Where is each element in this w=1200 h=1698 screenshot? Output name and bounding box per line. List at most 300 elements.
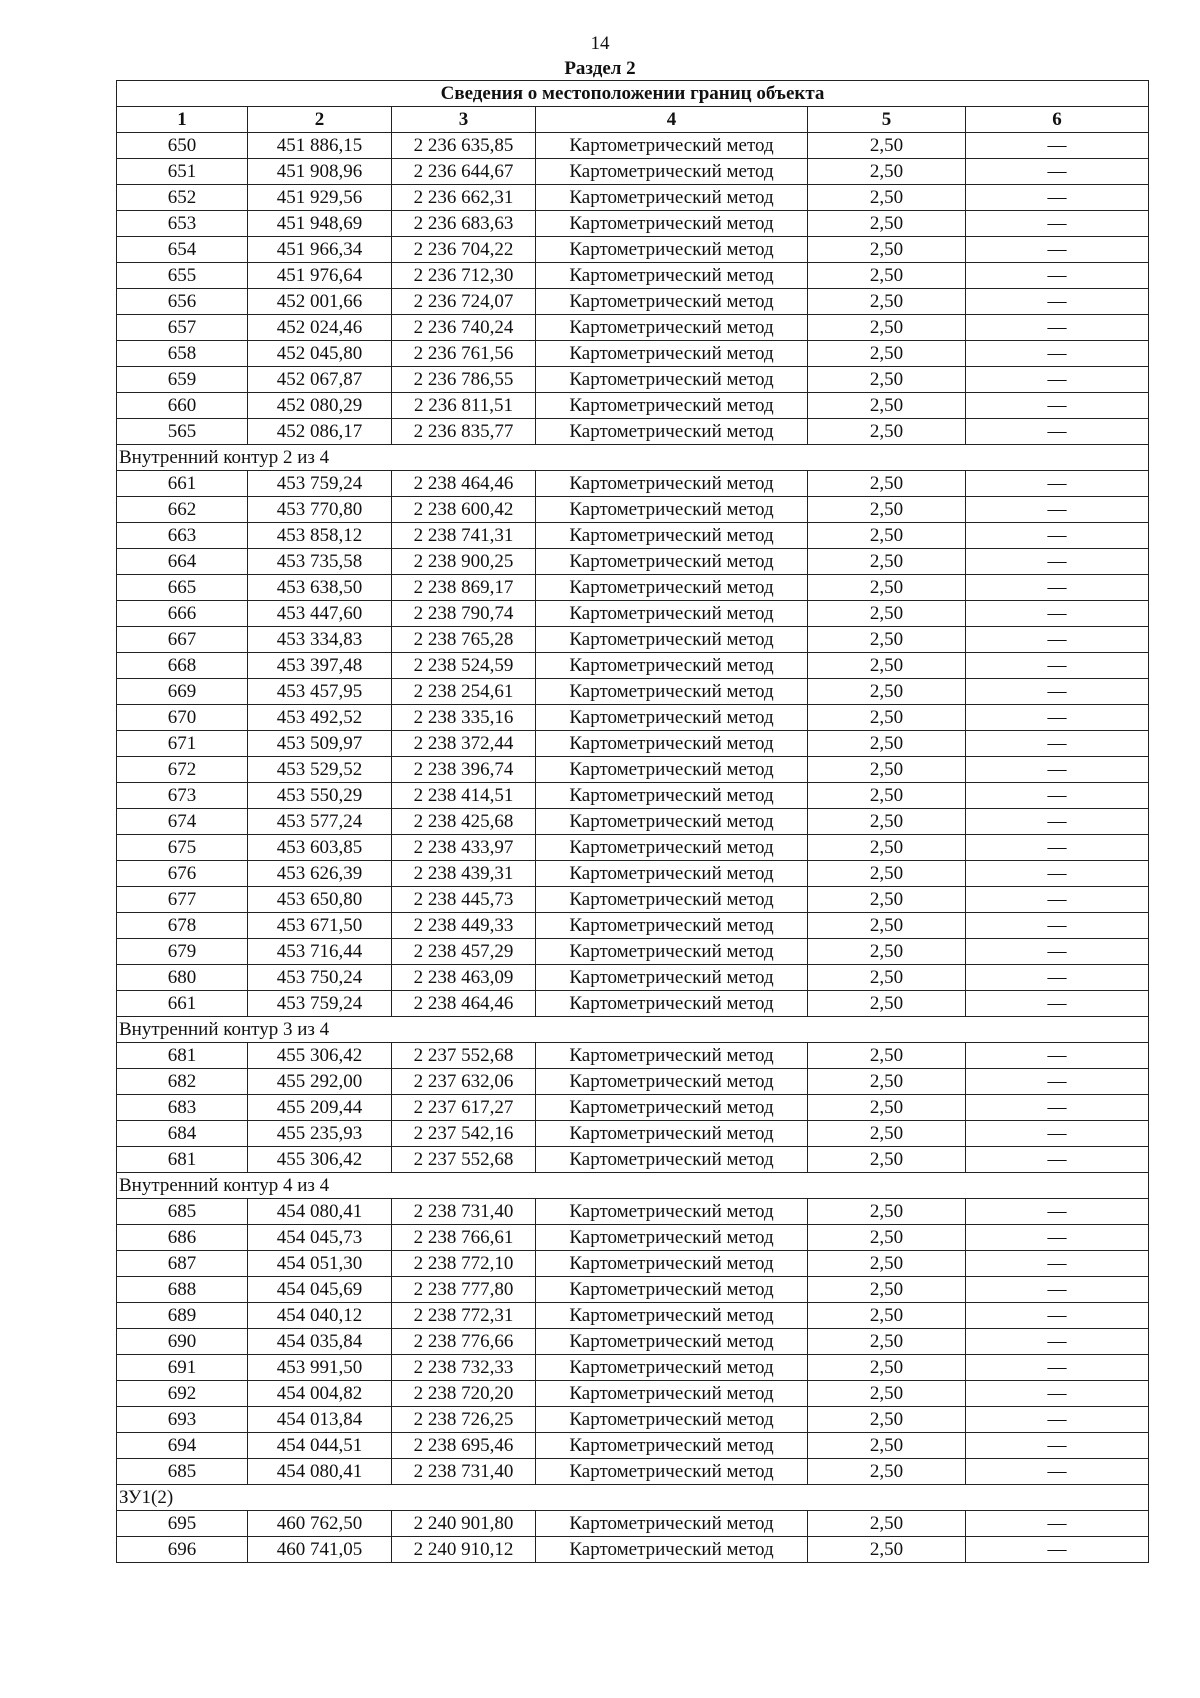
table-row [117, 1407, 1149, 1433]
accuracy-cell: 2,50 [808, 887, 966, 913]
point-number-cell: 669 [117, 679, 248, 705]
point-number-cell: 681 [117, 1147, 248, 1173]
x-coordinate-cell: 455 306,42 [248, 1147, 392, 1173]
description-cell: — [966, 1199, 1149, 1225]
description-cell: — [966, 783, 1149, 809]
y-coordinate-cell: 2 236 811,51 [392, 393, 536, 419]
description-cell: — [966, 1069, 1149, 1095]
x-coordinate-cell: 453 759,24 [248, 991, 392, 1017]
method-cell: Картометрический метод [536, 263, 808, 289]
column-header: 2 [248, 107, 392, 133]
method-cell: Картометрический метод [536, 1225, 808, 1251]
x-coordinate-cell: 453 716,44 [248, 939, 392, 965]
accuracy-cell: 2,50 [808, 133, 966, 159]
point-number-cell: 681 [117, 1043, 248, 1069]
x-coordinate-cell: 451 886,15 [248, 133, 392, 159]
point-number-cell: 565 [117, 419, 248, 445]
accuracy-cell: 2,50 [808, 1069, 966, 1095]
accuracy-cell: 2,50 [808, 705, 966, 731]
x-coordinate-cell: 455 292,00 [248, 1069, 392, 1095]
accuracy-cell: 2,50 [808, 1537, 966, 1563]
method-cell: Картометрический метод [536, 1251, 808, 1277]
y-coordinate-cell: 2 238 433,97 [392, 835, 536, 861]
method-cell: Картометрический метод [536, 367, 808, 393]
x-coordinate-cell: 453 735,58 [248, 549, 392, 575]
description-cell: — [966, 497, 1149, 523]
y-coordinate-cell: 2 238 439,31 [392, 861, 536, 887]
table-row [117, 133, 1149, 159]
x-coordinate-cell: 451 976,64 [248, 263, 392, 289]
column-header: 6 [966, 107, 1149, 133]
description-cell: — [966, 1329, 1149, 1355]
x-coordinate-cell: 453 858,12 [248, 523, 392, 549]
accuracy-cell: 2,50 [808, 341, 966, 367]
table-row [117, 861, 1149, 887]
x-coordinate-cell: 454 080,41 [248, 1199, 392, 1225]
table-row [117, 1537, 1149, 1563]
description-cell: — [966, 471, 1149, 497]
method-cell: Картометрический метод [536, 315, 808, 341]
y-coordinate-cell: 2 236 704,22 [392, 237, 536, 263]
table-row [117, 1121, 1149, 1147]
accuracy-cell: 2,50 [808, 1355, 966, 1381]
accuracy-cell: 2,50 [808, 1433, 966, 1459]
point-number-cell: 691 [117, 1355, 248, 1381]
point-number-cell: 683 [117, 1095, 248, 1121]
point-number-cell: 682 [117, 1069, 248, 1095]
method-cell: Картометрический метод [536, 1303, 808, 1329]
x-coordinate-cell: 453 603,85 [248, 835, 392, 861]
table-row [117, 1433, 1149, 1459]
x-coordinate-cell: 453 334,83 [248, 627, 392, 653]
y-coordinate-cell: 2 238 900,25 [392, 549, 536, 575]
point-number-cell: 654 [117, 237, 248, 263]
description-cell: — [966, 835, 1149, 861]
x-coordinate-cell: 452 086,17 [248, 419, 392, 445]
x-coordinate-cell: 451 948,69 [248, 211, 392, 237]
description-cell: — [966, 1459, 1149, 1485]
boundary-table [116, 80, 1149, 1563]
point-number-cell: 693 [117, 1407, 248, 1433]
accuracy-cell: 2,50 [808, 1043, 966, 1069]
y-coordinate-cell: 2 236 635,85 [392, 133, 536, 159]
table-row [117, 419, 1149, 445]
y-coordinate-cell: 2 238 372,44 [392, 731, 536, 757]
table-row [117, 237, 1149, 263]
accuracy-cell: 2,50 [808, 1121, 966, 1147]
x-coordinate-cell: 453 577,24 [248, 809, 392, 835]
accuracy-cell: 2,50 [808, 211, 966, 237]
x-coordinate-cell: 454 080,41 [248, 1459, 392, 1485]
x-coordinate-cell: 453 638,50 [248, 575, 392, 601]
description-cell: — [966, 185, 1149, 211]
accuracy-cell: 2,50 [808, 991, 966, 1017]
method-cell: Картометрический метод [536, 887, 808, 913]
description-cell: — [966, 393, 1149, 419]
x-coordinate-cell: 453 492,52 [248, 705, 392, 731]
point-number-cell: 678 [117, 913, 248, 939]
y-coordinate-cell: 2 238 732,33 [392, 1355, 536, 1381]
point-number-cell: 661 [117, 471, 248, 497]
accuracy-cell: 2,50 [808, 1277, 966, 1303]
accuracy-cell: 2,50 [808, 809, 966, 835]
point-number-cell: 676 [117, 861, 248, 887]
column-header: 5 [808, 107, 966, 133]
x-coordinate-cell: 451 966,34 [248, 237, 392, 263]
point-number-cell: 672 [117, 757, 248, 783]
table-row [117, 341, 1149, 367]
table-row [117, 1199, 1149, 1225]
point-number-cell: 685 [117, 1459, 248, 1485]
description-cell: — [966, 575, 1149, 601]
y-coordinate-cell: 2 238 254,61 [392, 679, 536, 705]
method-cell: Картометрический метод [536, 965, 808, 991]
description-cell: — [966, 861, 1149, 887]
point-number-cell: 666 [117, 601, 248, 627]
description-cell: — [966, 913, 1149, 939]
accuracy-cell: 2,50 [808, 783, 966, 809]
y-coordinate-cell: 2 237 542,16 [392, 1121, 536, 1147]
description-cell: — [966, 1537, 1149, 1563]
x-coordinate-cell: 455 209,44 [248, 1095, 392, 1121]
x-coordinate-cell: 454 040,12 [248, 1303, 392, 1329]
accuracy-cell: 2,50 [808, 497, 966, 523]
y-coordinate-cell: 2 238 731,40 [392, 1199, 536, 1225]
point-number-cell: 652 [117, 185, 248, 211]
description-cell: — [966, 1225, 1149, 1251]
x-coordinate-cell: 454 045,69 [248, 1277, 392, 1303]
y-coordinate-cell: 2 238 695,46 [392, 1433, 536, 1459]
description-cell: — [966, 731, 1149, 757]
contour-group-label: Внутренний контур 2 из 4 [117, 445, 1149, 471]
contour-group-label: ЗУ1(2) [117, 1485, 1149, 1511]
accuracy-cell: 2,50 [808, 315, 966, 341]
method-cell: Картометрический метод [536, 211, 808, 237]
table-row [117, 731, 1149, 757]
method-cell: Картометрический метод [536, 237, 808, 263]
table-row [117, 393, 1149, 419]
table-row [117, 575, 1149, 601]
point-number-cell: 656 [117, 289, 248, 315]
accuracy-cell: 2,50 [808, 1199, 966, 1225]
table-row [117, 159, 1149, 185]
table-row [117, 1303, 1149, 1329]
x-coordinate-cell: 451 908,96 [248, 159, 392, 185]
y-coordinate-cell: 2 237 552,68 [392, 1043, 536, 1069]
method-cell: Картометрический метод [536, 289, 808, 315]
method-cell: Картометрический метод [536, 627, 808, 653]
accuracy-cell: 2,50 [808, 393, 966, 419]
description-cell: — [966, 1303, 1149, 1329]
column-header-row [117, 107, 1149, 133]
accuracy-cell: 2,50 [808, 185, 966, 211]
method-cell: Картометрический метод [536, 159, 808, 185]
y-coordinate-cell: 2 238 766,61 [392, 1225, 536, 1251]
table-row [117, 523, 1149, 549]
table-row [117, 263, 1149, 289]
y-coordinate-cell: 2 236 644,67 [392, 159, 536, 185]
x-coordinate-cell: 453 509,97 [248, 731, 392, 757]
y-coordinate-cell: 2 236 835,77 [392, 419, 536, 445]
table-row [117, 1043, 1149, 1069]
description-cell: — [966, 601, 1149, 627]
table-row [117, 705, 1149, 731]
description-cell: — [966, 653, 1149, 679]
y-coordinate-cell: 2 238 720,20 [392, 1381, 536, 1407]
table-row [117, 835, 1149, 861]
description-cell: — [966, 939, 1149, 965]
table-row [117, 497, 1149, 523]
table-row [117, 1095, 1149, 1121]
accuracy-cell: 2,50 [808, 1147, 966, 1173]
accuracy-cell: 2,50 [808, 835, 966, 861]
point-number-cell: 659 [117, 367, 248, 393]
point-number-cell: 694 [117, 1433, 248, 1459]
method-cell: Картометрический метод [536, 1537, 808, 1563]
description-cell: — [966, 965, 1149, 991]
description-cell: — [966, 679, 1149, 705]
x-coordinate-cell: 453 626,39 [248, 861, 392, 887]
method-cell: Картометрический метод [536, 1121, 808, 1147]
accuracy-cell: 2,50 [808, 159, 966, 185]
description-cell: — [966, 289, 1149, 315]
point-number-cell: 661 [117, 991, 248, 1017]
method-cell: Картометрический метод [536, 705, 808, 731]
method-cell: Картометрический метод [536, 471, 808, 497]
table-row [117, 653, 1149, 679]
table-row [117, 471, 1149, 497]
x-coordinate-cell: 453 457,95 [248, 679, 392, 705]
table-row [117, 783, 1149, 809]
method-cell: Картометрический метод [536, 861, 808, 887]
method-cell: Картометрический метод [536, 341, 808, 367]
description-cell: — [966, 1407, 1149, 1433]
accuracy-cell: 2,50 [808, 549, 966, 575]
x-coordinate-cell: 454 035,84 [248, 1329, 392, 1355]
x-coordinate-cell: 453 750,24 [248, 965, 392, 991]
method-cell: Картометрический метод [536, 575, 808, 601]
description-cell: — [966, 419, 1149, 445]
point-number-cell: 689 [117, 1303, 248, 1329]
x-coordinate-cell: 454 044,51 [248, 1433, 392, 1459]
contour-group-label: Внутренний контур 3 из 4 [117, 1017, 1149, 1043]
point-number-cell: 677 [117, 887, 248, 913]
method-cell: Картометрический метод [536, 1147, 808, 1173]
table-row [117, 679, 1149, 705]
point-number-cell: 684 [117, 1121, 248, 1147]
point-number-cell: 671 [117, 731, 248, 757]
accuracy-cell: 2,50 [808, 237, 966, 263]
x-coordinate-cell: 460 741,05 [248, 1537, 392, 1563]
y-coordinate-cell: 2 236 761,56 [392, 341, 536, 367]
y-coordinate-cell: 2 238 396,74 [392, 757, 536, 783]
point-number-cell: 679 [117, 939, 248, 965]
accuracy-cell: 2,50 [808, 471, 966, 497]
x-coordinate-cell: 452 067,87 [248, 367, 392, 393]
description-cell: — [966, 1511, 1149, 1537]
method-cell: Картометрический метод [536, 601, 808, 627]
description-cell: — [966, 1147, 1149, 1173]
accuracy-cell: 2,50 [808, 1511, 966, 1537]
y-coordinate-cell: 2 237 617,27 [392, 1095, 536, 1121]
description-cell: — [966, 159, 1149, 185]
column-header: 3 [392, 107, 536, 133]
accuracy-cell: 2,50 [808, 965, 966, 991]
y-coordinate-cell: 2 238 869,17 [392, 575, 536, 601]
table-title-row [117, 81, 1149, 107]
point-number-cell: 653 [117, 211, 248, 237]
column-header: 1 [117, 107, 248, 133]
x-coordinate-cell: 452 080,29 [248, 393, 392, 419]
accuracy-cell: 2,50 [808, 627, 966, 653]
x-coordinate-cell: 452 045,80 [248, 341, 392, 367]
point-number-cell: 651 [117, 159, 248, 185]
accuracy-cell: 2,50 [808, 1329, 966, 1355]
table-row [117, 1355, 1149, 1381]
table-title: Сведения о местоположении границ объекта [117, 81, 1149, 107]
description-cell: — [966, 263, 1149, 289]
x-coordinate-cell: 453 529,52 [248, 757, 392, 783]
y-coordinate-cell: 2 236 740,24 [392, 315, 536, 341]
accuracy-cell: 2,50 [808, 1095, 966, 1121]
description-cell: — [966, 211, 1149, 237]
point-number-cell: 662 [117, 497, 248, 523]
y-coordinate-cell: 2 237 632,06 [392, 1069, 536, 1095]
x-coordinate-cell: 455 235,93 [248, 1121, 392, 1147]
table-row [117, 809, 1149, 835]
table-row [117, 939, 1149, 965]
table-row [117, 965, 1149, 991]
x-coordinate-cell: 453 550,29 [248, 783, 392, 809]
description-cell: — [966, 549, 1149, 575]
method-cell: Картометрический метод [536, 185, 808, 211]
y-coordinate-cell: 2 238 772,10 [392, 1251, 536, 1277]
table-row [117, 315, 1149, 341]
table-row [117, 1329, 1149, 1355]
y-coordinate-cell: 2 238 464,46 [392, 991, 536, 1017]
table-row [117, 1511, 1149, 1537]
method-cell: Картометрический метод [536, 757, 808, 783]
y-coordinate-cell: 2 238 600,42 [392, 497, 536, 523]
x-coordinate-cell: 453 770,80 [248, 497, 392, 523]
description-cell: — [966, 237, 1149, 263]
description-cell: — [966, 1381, 1149, 1407]
point-number-cell: 695 [117, 1511, 248, 1537]
table-row [117, 1069, 1149, 1095]
method-cell: Картометрический метод [536, 835, 808, 861]
x-coordinate-cell: 453 671,50 [248, 913, 392, 939]
method-cell: Картометрический метод [536, 1381, 808, 1407]
table-row [117, 1147, 1149, 1173]
table-row [117, 211, 1149, 237]
method-cell: Картометрический метод [536, 523, 808, 549]
x-coordinate-cell: 453 447,60 [248, 601, 392, 627]
method-cell: Картометрический метод [536, 1277, 808, 1303]
table-row [117, 627, 1149, 653]
x-coordinate-cell: 460 762,50 [248, 1511, 392, 1537]
accuracy-cell: 2,50 [808, 653, 966, 679]
x-coordinate-cell: 453 991,50 [248, 1355, 392, 1381]
y-coordinate-cell: 2 238 765,28 [392, 627, 536, 653]
description-cell: — [966, 887, 1149, 913]
table-row [117, 1251, 1149, 1277]
method-cell: Картометрический метод [536, 1069, 808, 1095]
table-row [117, 913, 1149, 939]
table-row [117, 757, 1149, 783]
x-coordinate-cell: 452 024,46 [248, 315, 392, 341]
method-cell: Картометрический метод [536, 731, 808, 757]
table-row [117, 1277, 1149, 1303]
accuracy-cell: 2,50 [808, 523, 966, 549]
method-cell: Картометрический метод [536, 1095, 808, 1121]
point-number-cell: 670 [117, 705, 248, 731]
method-cell: Картометрический метод [536, 783, 808, 809]
y-coordinate-cell: 2 240 910,12 [392, 1537, 536, 1563]
point-number-cell: 674 [117, 809, 248, 835]
description-cell: — [966, 1121, 1149, 1147]
description-cell: — [966, 1095, 1149, 1121]
x-coordinate-cell: 454 013,84 [248, 1407, 392, 1433]
point-number-cell: 696 [117, 1537, 248, 1563]
accuracy-cell: 2,50 [808, 1407, 966, 1433]
point-number-cell: 664 [117, 549, 248, 575]
point-number-cell: 673 [117, 783, 248, 809]
point-number-cell: 690 [117, 1329, 248, 1355]
accuracy-cell: 2,50 [808, 263, 966, 289]
method-cell: Картометрический метод [536, 1043, 808, 1069]
accuracy-cell: 2,50 [808, 731, 966, 757]
description-cell: — [966, 757, 1149, 783]
y-coordinate-cell: 2 238 776,66 [392, 1329, 536, 1355]
accuracy-cell: 2,50 [808, 1381, 966, 1407]
point-number-cell: 687 [117, 1251, 248, 1277]
accuracy-cell: 2,50 [808, 601, 966, 627]
point-number-cell: 680 [117, 965, 248, 991]
y-coordinate-cell: 2 236 683,63 [392, 211, 536, 237]
y-coordinate-cell: 2 237 552,68 [392, 1147, 536, 1173]
description-cell: — [966, 523, 1149, 549]
table-row [117, 1225, 1149, 1251]
table-row [117, 991, 1149, 1017]
description-cell: — [966, 315, 1149, 341]
method-cell: Картометрический метод [536, 1329, 808, 1355]
method-cell: Картометрический метод [536, 393, 808, 419]
table-row [117, 289, 1149, 315]
point-number-cell: 675 [117, 835, 248, 861]
method-cell: Картометрический метод [536, 497, 808, 523]
method-cell: Картометрический метод [536, 133, 808, 159]
y-coordinate-cell: 2 236 662,31 [392, 185, 536, 211]
accuracy-cell: 2,50 [808, 861, 966, 887]
method-cell: Картометрический метод [536, 809, 808, 835]
method-cell: Картометрический метод [536, 653, 808, 679]
table-row [117, 1459, 1149, 1485]
x-coordinate-cell: 453 759,24 [248, 471, 392, 497]
table-body [117, 133, 1149, 1563]
point-number-cell: 650 [117, 133, 248, 159]
accuracy-cell: 2,50 [808, 367, 966, 393]
page-number: 14 [590, 33, 610, 54]
accuracy-cell: 2,50 [808, 1459, 966, 1485]
x-coordinate-cell: 453 650,80 [248, 887, 392, 913]
description-cell: — [966, 1043, 1149, 1069]
table-row [117, 601, 1149, 627]
x-coordinate-cell: 452 001,66 [248, 289, 392, 315]
contour-group-row [117, 1017, 1149, 1043]
y-coordinate-cell: 2 238 449,33 [392, 913, 536, 939]
method-cell: Картометрический метод [536, 939, 808, 965]
y-coordinate-cell: 2 238 414,51 [392, 783, 536, 809]
